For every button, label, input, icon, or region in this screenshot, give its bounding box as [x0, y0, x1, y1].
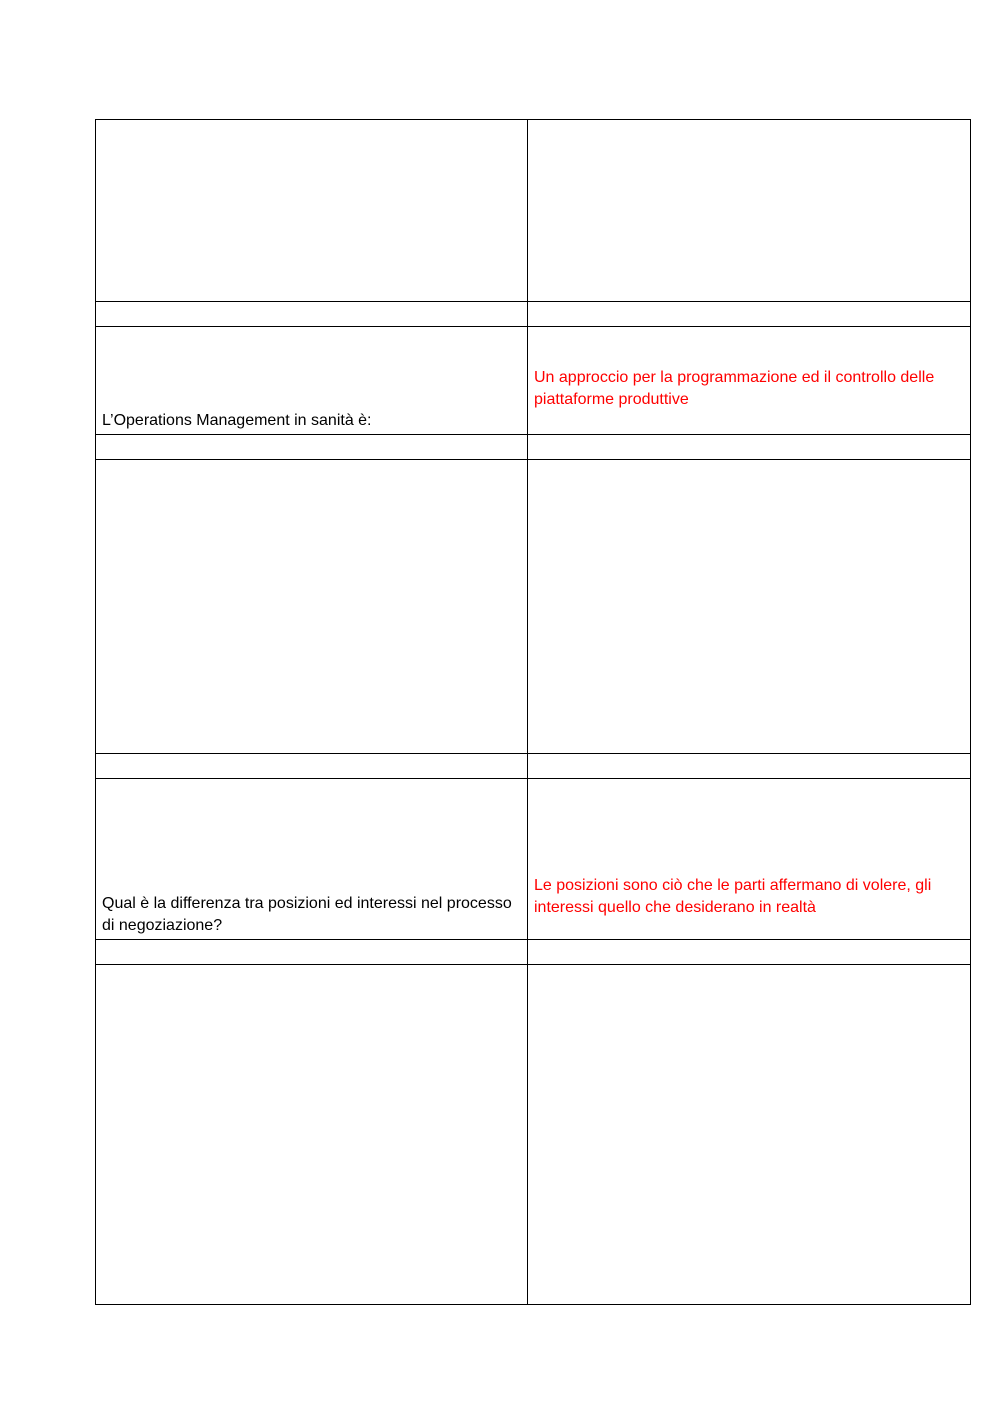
answer-cell — [528, 435, 971, 460]
question-cell — [96, 120, 528, 302]
question-cell — [96, 435, 528, 460]
answer-cell — [528, 460, 971, 754]
answer-cell — [528, 940, 971, 965]
question-cell — [96, 965, 528, 1305]
answer-cell: Le posizioni sono ciò che le parti affermano di volere, gli interessi quello che desiderano in realtà — [528, 779, 971, 940]
question-cell — [96, 940, 528, 965]
answer-cell: Un approccio per la programmazione ed il controllo delle piattaforme produttive — [528, 327, 971, 435]
answer-cell — [528, 302, 971, 327]
question-cell: L’Operations Management in sanità è: — [96, 327, 528, 435]
question-cell — [96, 302, 528, 327]
table-row — [96, 435, 971, 460]
table-row — [96, 302, 971, 327]
table-row — [96, 779, 971, 940]
table-row — [96, 965, 971, 1305]
table-row — [96, 120, 971, 302]
table-row — [96, 940, 971, 965]
question-cell — [96, 460, 528, 754]
quiz-table — [95, 119, 971, 1305]
question-cell — [96, 754, 528, 779]
table-row — [96, 327, 971, 435]
table-row — [96, 460, 971, 754]
answer-cell — [528, 120, 971, 302]
answer-cell — [528, 965, 971, 1305]
question-cell: Qual è la differenza tra posizioni ed interessi nel processo di negoziazione? — [96, 779, 528, 940]
table-row — [96, 754, 971, 779]
answer-cell — [528, 754, 971, 779]
